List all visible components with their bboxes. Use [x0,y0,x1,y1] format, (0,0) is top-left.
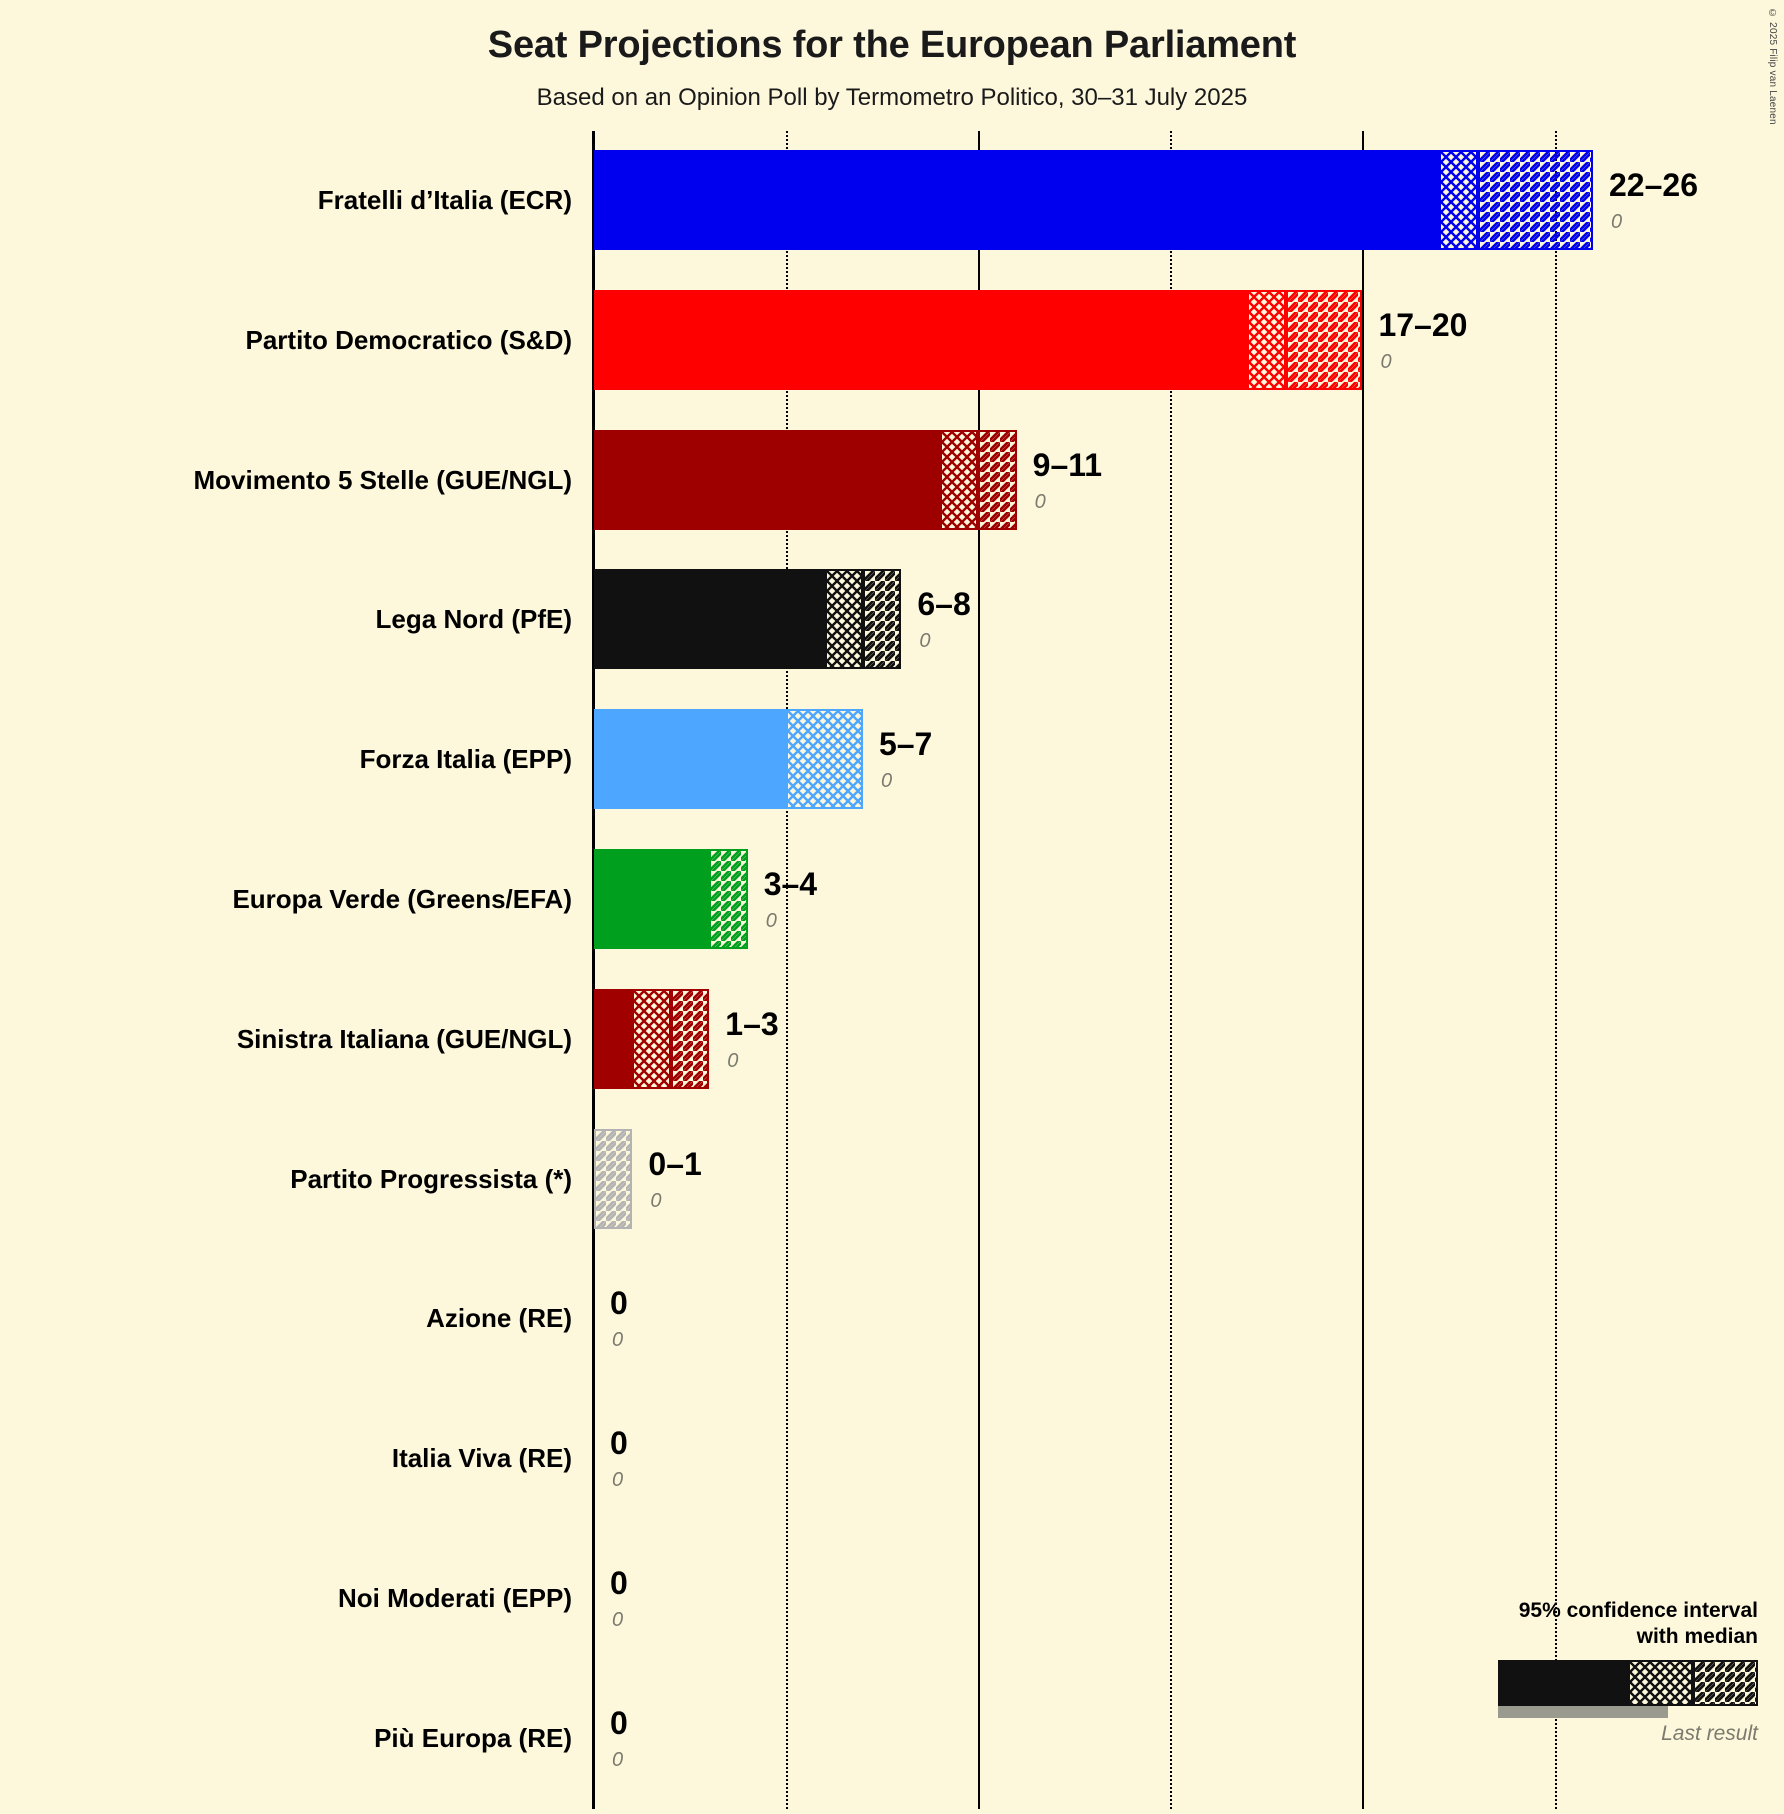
bar-last-result-label: 0 [612,1469,624,1492]
bar-segment-median [1247,290,1285,390]
row-label-party: Italia Viva (RE) [391,1443,572,1474]
bar-last-result-label: 0 [880,770,893,793]
bar-value-label: 0 [610,1425,628,1462]
bar-segment-upper [1286,290,1363,390]
legend-median-segment [1628,1660,1693,1706]
bar-group [594,989,709,1089]
bar-segment-median [786,709,863,809]
bar-group [594,1129,632,1229]
row-label-party: Movimento 5 Stelle (GUE/NGL) [193,464,572,495]
bar-group [594,709,863,809]
bar-segment-upper [594,1129,632,1229]
bar-value-label: 0 [610,1565,628,1601]
bar-last-result-label: 0 [727,1049,739,1072]
bar-value-label: 5–7 [878,726,933,763]
bar-segment-median [1439,150,1477,250]
bar-segment-median [940,430,978,530]
bar-value-label: 0–1 [648,1145,702,1182]
bar-segment-median [632,989,670,1089]
bar-segment-lower [594,430,940,530]
row-label-party: Più Europa (RE) [374,1722,572,1753]
bar-group [594,849,748,949]
chart-row [0,271,1784,409]
row-label-party: Partito Democratico (S&D) [245,324,572,355]
bar-group [594,1268,595,1368]
chart-row [0,690,1784,828]
bar-last-result-label: 0 [1380,350,1392,373]
bar-last-result-label: 0 [612,1609,624,1631]
chart-subtitle: Based on an Opinion Poll by Termometro Politico, 30–31 July 2025 [536,84,1248,111]
bar-group [594,1548,595,1648]
row-label-party: Europa Verde (Greens/EFA) [232,884,572,914]
chart-row [0,1389,1784,1527]
chart-legend [1438,1598,1758,1746]
bar-segment-lower [594,989,632,1089]
bar-segment-lower [594,849,709,949]
row-label-party: Fratelli d’Italia (ECR) [317,185,572,215]
bar-value-label: 0 [610,1704,628,1741]
bar-segment-upper [863,569,901,669]
bar-segment-lower [594,150,1439,250]
bar-last-result-label: 0 [1611,211,1623,233]
bar-last-result-label: 0 [765,910,777,932]
bar-group [594,430,1017,530]
legend-solid-segment [1498,1660,1628,1706]
legend-last-result-bar [1498,1706,1668,1718]
row-label-party: Noi Moderati (EPP) [337,1583,572,1613]
bar-group [594,150,1593,250]
bar-value-label: 3–4 [763,866,818,902]
chart-row [0,550,1784,688]
bar-segment-median [825,569,863,669]
chart-row [0,1110,1784,1248]
chart-title: Seat Projections for the European Parliament [487,24,1297,66]
row-label-party: Partito Progressista (*) [290,1163,572,1194]
bar-last-result-label: 0 [1034,490,1046,513]
row-label-party: Azione (RE) [426,1303,572,1334]
chart-row [0,131,1784,269]
legend-line1: 95% confidence interval [1518,1599,1758,1622]
bar-group [594,290,1362,390]
bar-last-result-label: 0 [612,1748,624,1771]
bar-segment-lower [594,709,786,809]
bar-segment-lower [594,569,825,669]
bar-segment-upper [978,430,1016,530]
legend-interval-segment [1693,1660,1758,1706]
bar-group [594,1688,595,1788]
row-label-party: Lega Nord (PfE) [375,604,572,635]
row-label-party: Forza Italia (EPP) [359,744,572,775]
bar-value-label: 1–3 [725,1005,779,1042]
chart-row [0,970,1784,1108]
bar-value-label: 6–8 [917,586,971,623]
bar-segment-lower [594,290,1247,390]
bar-value-label: 17–20 [1378,306,1468,343]
chart-row [0,830,1784,968]
bar-last-result-label: 0 [650,1189,662,1212]
legend-line2: with median [1636,1625,1758,1648]
copyright-notice: © 2025 Filip van Laenen [1767,8,1778,125]
bar-value-label: 9–11 [1032,446,1103,483]
bar-segment-upper [1478,150,1593,250]
bar-segment-upper [709,849,747,949]
bar-group [594,569,901,669]
row-label-party: Sinistra Italiana (GUE/NGL) [236,1023,572,1054]
bar-value-label: 0 [610,1285,628,1322]
bar-segment-upper [671,989,709,1089]
bar-value-label: 22–26 [1609,167,1698,203]
bar-last-result-label: 0 [612,1329,624,1352]
legend-last-result-label: Last result [1661,1722,1758,1745]
legend-sample-bar [1498,1660,1758,1706]
chart-row [0,411,1784,549]
bar-last-result-label: 0 [919,630,931,653]
chart-row [0,1249,1784,1387]
bar-group [594,1408,595,1508]
